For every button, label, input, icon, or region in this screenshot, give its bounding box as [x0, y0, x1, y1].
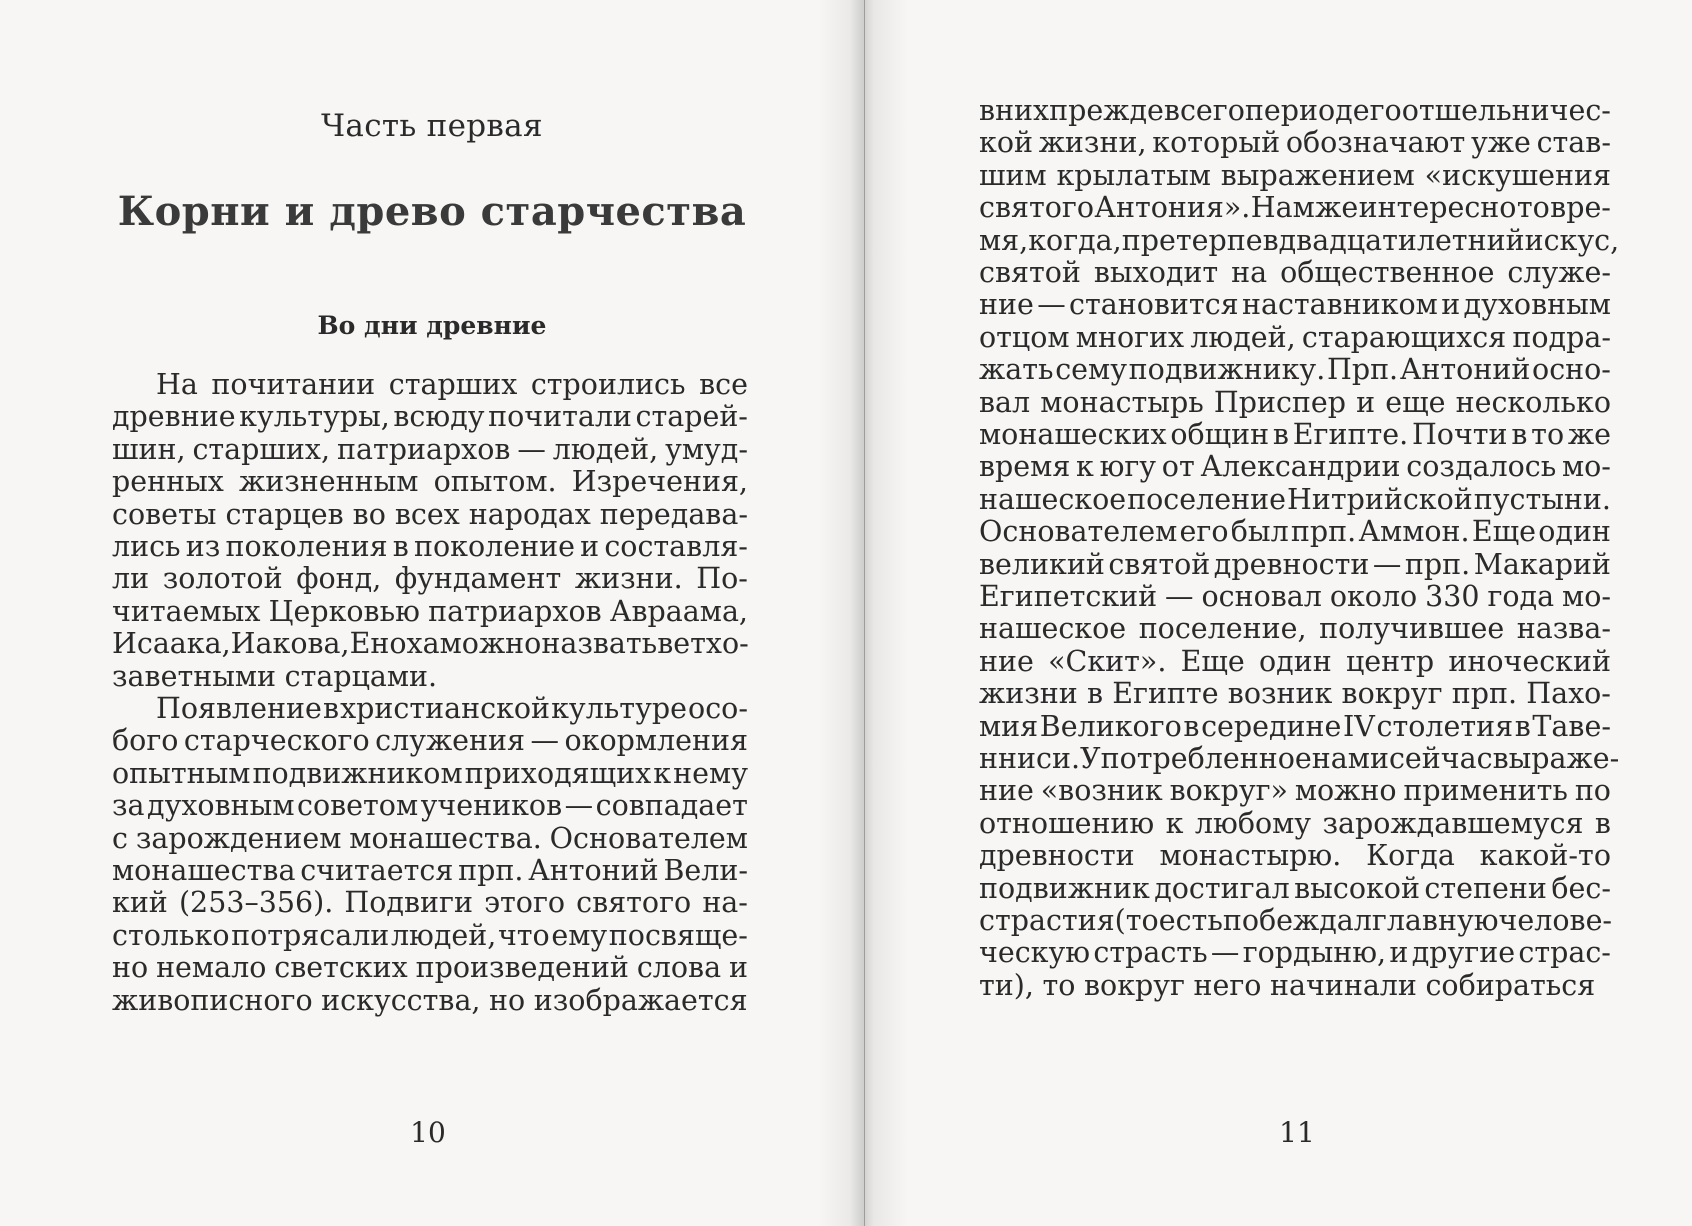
text-line: жизни в Египте возник вокруг прп. Пахо-	[979, 677, 1611, 711]
text-line: ческую страсть — гордыню, и другие страс-	[979, 936, 1611, 970]
text-line: Основателем его был прп. Аммон. Еще один	[979, 515, 1611, 549]
text-line: с зарождением монашества. Основателем	[112, 821, 748, 855]
book-gutter-fold	[864, 0, 865, 1226]
text-line: нашеское поселение Нитрийской пустыни.	[979, 482, 1611, 516]
text-line: отцом многих людей, старающихся подра-	[979, 320, 1611, 354]
text-line: шим крылатым выражением «искушения	[979, 158, 1611, 192]
page-number-right: 11	[1279, 1116, 1315, 1149]
text-line: ти), то вокруг него начинали собираться	[979, 968, 1596, 1002]
page-number-left: 10	[410, 1116, 446, 1149]
text-line: но немало светских произведений слова и	[112, 951, 748, 985]
text-line: святого Антония». Нам же интересно то вре-	[979, 191, 1611, 225]
book-gutter-shadow	[818, 0, 908, 1226]
text-line: святой выходит на общественное служе-	[979, 256, 1611, 289]
text-line: бого старческого служения — окормления	[112, 724, 748, 758]
text-line: кий (253–356). Подвиги этого святого на-	[112, 886, 748, 920]
text-line: ние «возник вокруг» можно применить по	[979, 774, 1611, 808]
text-line: Исаака, Иакова, Еноха можно назвать ветхо-	[112, 627, 749, 661]
text-line: нниси. Употребленное нами сейчас выраже-	[979, 742, 1620, 775]
text-line: древние культуры, всюду почитали старей-	[112, 400, 748, 434]
chapter-title: Корни и древо старчества	[117, 188, 747, 235]
text-line: лись из поколения в поколение и составля-	[112, 530, 748, 563]
text-line: На почитании старших строились все	[156, 368, 748, 401]
text-line: мия Великого в середине IV столетия в Таве-	[979, 709, 1611, 743]
text-line: монашеских общин в Египте. Почти в то же	[979, 418, 1611, 451]
text-line: ние «Скит». Еще один центр иноческий	[979, 644, 1611, 678]
text-line: столько потрясали людей, что ему посвяще-	[112, 918, 748, 952]
section-title: Во дни древние	[317, 311, 547, 340]
text-line: кой жизни, который обозначают уже став-	[979, 126, 1611, 160]
text-line: ренных жизненным опытом. Изречения,	[112, 465, 748, 499]
text-line: древности монастырю. Когда какой-то	[979, 839, 1611, 873]
text-line: вал монастырь Приспер и еще несколько	[979, 385, 1611, 419]
part-title: Часть первая	[321, 108, 543, 144]
text-line: страстия (то есть побеждал главную челове-	[979, 904, 1613, 937]
text-line: Египетский — основал около 330 года мо-	[979, 580, 1611, 613]
text-line: живописного искусства, но изображается	[112, 983, 748, 1017]
text-line: подвижник достигал высокой степени бес-	[979, 871, 1611, 905]
text-line: советы старцев во всех народах передава-	[112, 497, 748, 531]
text-line: читаемых Церковью патриархов Авраама,	[112, 594, 748, 628]
text-line: отношению к любому зарождавшемуся в	[979, 806, 1611, 840]
text-line: ние — становится наставником и духовным	[979, 288, 1611, 322]
text-line: мя, когда, претерпев двадцатилетний искус,	[979, 223, 1620, 257]
text-line: нашеское поселение, получившее назва-	[979, 612, 1611, 646]
text-line: монашества считается прп. Антоний Вели-	[112, 854, 748, 887]
text-line: жать сему подвижнику. Прп. Антоний осно-	[979, 353, 1611, 387]
text-line: Появление в христианской культуре осо-	[156, 692, 748, 725]
text-line: ли золотой фонд, фундамент жизни. По-	[112, 562, 748, 596]
text-line: заветными старцами.	[112, 659, 438, 693]
text-line: великий святой древности — прп. Макарий	[979, 547, 1611, 581]
text-line: за духовным советом учеников — совпадает	[112, 789, 748, 823]
text-line: шин, старших, патриархов — людей, умуд-	[112, 432, 748, 466]
text-line: опытным подвижником приходящих к нему	[112, 756, 748, 790]
text-line: в них прежде всего период его отшельничес-	[979, 94, 1611, 127]
text-line: время к югу от Александрии создалось мо-	[979, 450, 1611, 484]
